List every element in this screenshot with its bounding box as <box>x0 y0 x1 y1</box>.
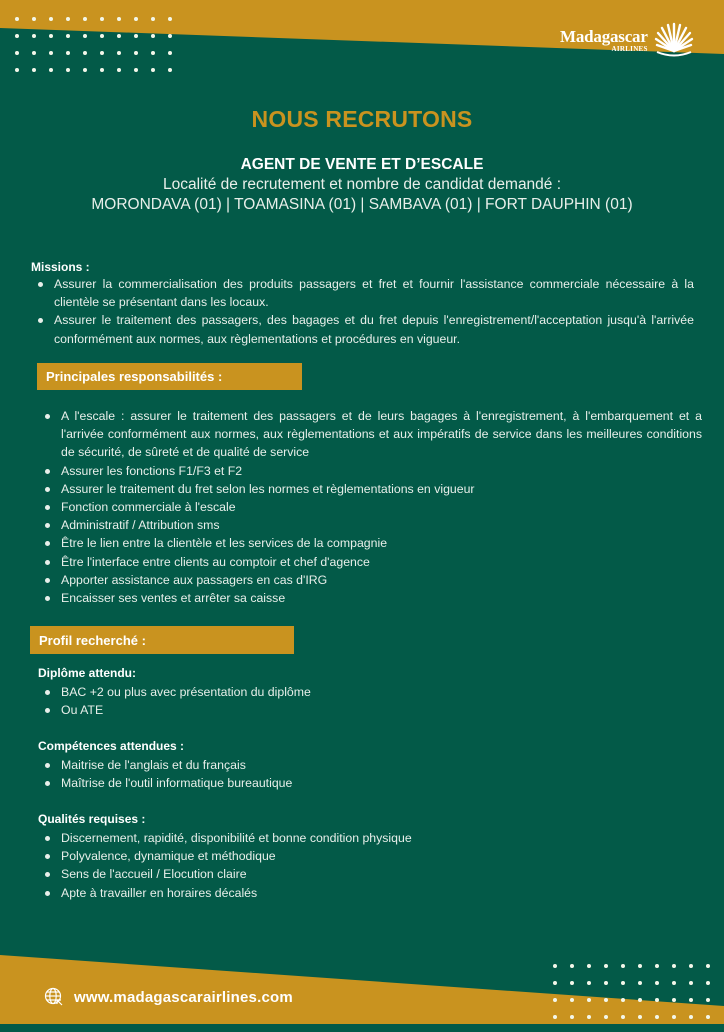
list-item: Être l'interface entre clients au comptoir et chef d'agence <box>38 553 702 571</box>
qualities-label: Qualités requises : <box>38 812 146 826</box>
responsibilities-heading: Principales responsabilités : <box>37 363 302 390</box>
list-item: Ou ATE <box>38 701 638 719</box>
list-item: BAC +2 ou plus avec présentation du diplôme <box>38 683 638 701</box>
dot-grid-top-left <box>15 17 185 85</box>
page-title: NOUS RECRUTONS <box>251 106 473 132</box>
website-link[interactable]: www.madagascarairlines.com <box>74 988 293 1006</box>
list-item: Discernement, rapidité, disponibilité et bonne condition physique <box>38 829 638 847</box>
list-item: Maitrise de l'anglais et du français <box>38 756 638 774</box>
missions-label: Missions : <box>31 260 90 274</box>
list-item: Assurer la commercialisation des produits passagers et fret et fournir l'assistance commerciale nécessaire à la clientèle se présentant dans les locaux. <box>31 275 694 311</box>
missions-list <box>31 275 694 348</box>
list-item: Apte à travailler en horaires décalés <box>38 884 638 902</box>
skills-list <box>38 756 638 792</box>
brand-sub: AIRLINES <box>611 44 648 53</box>
list-item: Apporter assistance aux passagers en cas d'IRG <box>38 571 702 589</box>
list-item: Être le lien entre la clientèle et les services de la compagnie <box>38 534 702 552</box>
dot-grid-bottom-right <box>553 964 723 1032</box>
responsibilities-list <box>38 407 702 607</box>
brand-name: Madagascar <box>560 26 648 46</box>
list-item: Polyvalence, dynamique et méthodique <box>38 847 638 865</box>
diploma-label: Diplôme attendu: <box>38 666 136 680</box>
list-item: Assurer le traitement du fret selon les normes et règlementations en vigueur <box>38 480 702 498</box>
list-item: Assurer le traitement des passagers, des bagages et du fret depuis l'enregistrement/l'acceptation jusqu'à l'arrivée conformément aux normes, aux règlementations et procédures en vigueur. <box>31 311 694 347</box>
location-label: Localité de recrutement et nombre de candidat demandé : <box>162 176 562 193</box>
diploma-list <box>38 683 638 719</box>
list-item: Encaisser ses ventes et arrêter sa caisse <box>38 589 702 607</box>
list-item: A l'escale : assurer le traitement des passagers et de leurs bagages à l'enregistrement, à l'embarquement et a l'arrivée conformément aux normes, aux règlementations et aux impératifs de service dans les meilleures conditions de sécurité, de sûreté et de qualité de service <box>38 407 702 462</box>
skills-label: Compétences attendues : <box>38 739 185 753</box>
list-item: Maîtrise de l'outil informatique bureautique <box>38 774 638 792</box>
brand-logo <box>560 20 695 60</box>
profile-heading: Profil recherché : <box>30 626 294 654</box>
position-title: AGENT DE VENTE ET D’ESCALE <box>240 156 484 173</box>
location-list: MORONDAVA (01) | TOAMASINA (01) | SAMBAVA (01) | FORT DAUPHIN (01) <box>91 196 633 213</box>
list-item: Administratif / Attribution sms <box>38 516 702 534</box>
list-item: Assurer les fonctions F1/F3 et F2 <box>38 462 702 480</box>
list-item: Fonction commerciale à l'escale <box>38 498 702 516</box>
palm-fan-logo-icon <box>653 21 695 59</box>
footer <box>44 987 293 1007</box>
qualities-list <box>38 829 638 902</box>
globe-icon <box>44 987 64 1007</box>
list-item: Sens de l'accueil / Elocution claire <box>38 865 638 883</box>
